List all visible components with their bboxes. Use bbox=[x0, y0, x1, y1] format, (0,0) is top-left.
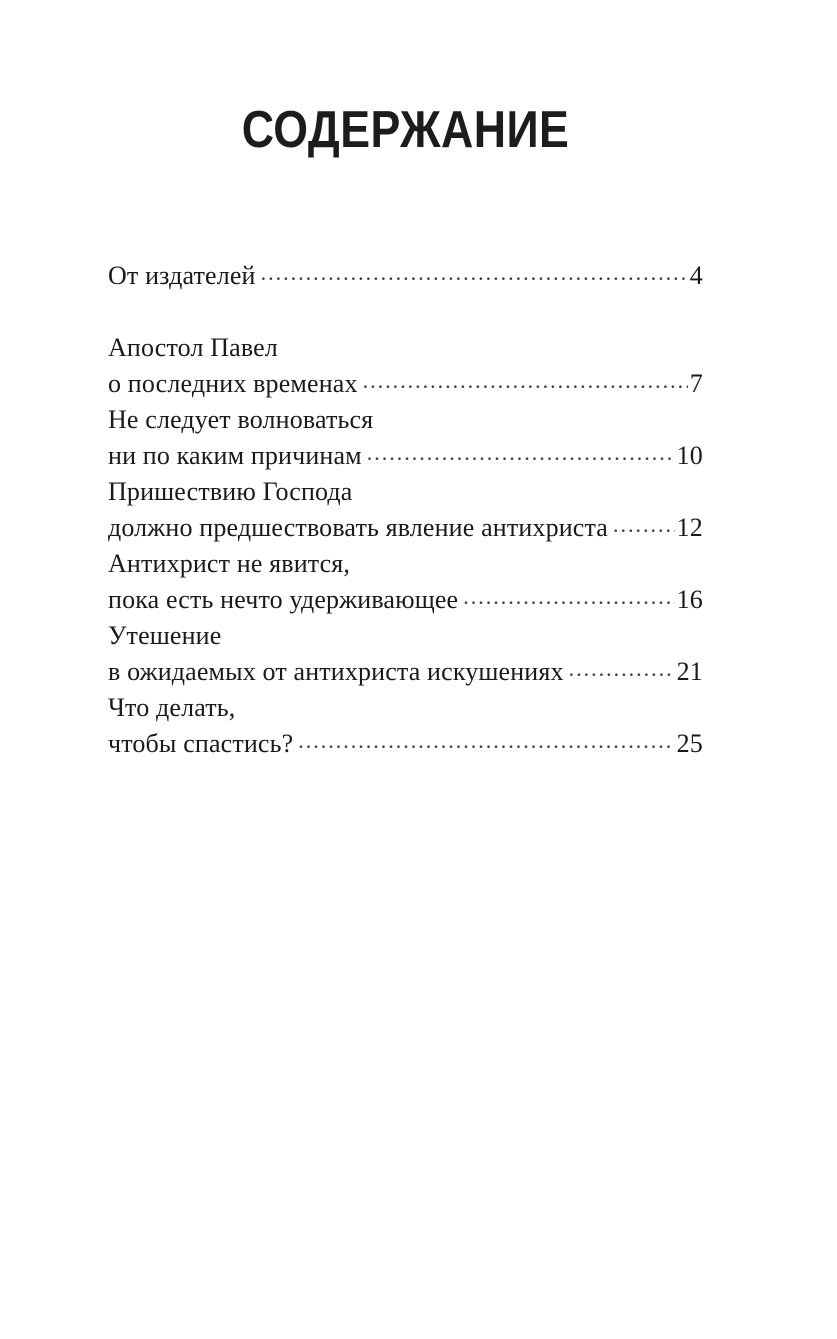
toc-entry-line bbox=[108, 330, 703, 366]
toc-group bbox=[108, 330, 703, 762]
dot-leader bbox=[298, 726, 674, 752]
dot-leader bbox=[367, 438, 675, 464]
toc-entry-label: ни по каким причинам bbox=[108, 441, 362, 470]
toc-entry[interactable] bbox=[108, 546, 703, 618]
toc-entry-label: Пришествию Господа bbox=[108, 477, 353, 506]
toc-entry-line-final bbox=[108, 582, 703, 618]
toc-entry-label: чтобы спастись? bbox=[108, 729, 294, 758]
dot-leader bbox=[363, 366, 688, 392]
dot-leader bbox=[261, 258, 688, 284]
toc-page-number: 7 bbox=[689, 369, 703, 398]
toc-entry-line-final bbox=[108, 438, 703, 474]
toc-entry-label: Антихрист не явится, bbox=[108, 549, 351, 578]
toc-entry[interactable] bbox=[108, 474, 703, 546]
toc-entry[interactable] bbox=[108, 258, 703, 294]
toc-entry-line-final bbox=[108, 366, 703, 402]
table-of-contents-list bbox=[108, 258, 703, 762]
dot-leader bbox=[463, 582, 674, 608]
toc-entry-line bbox=[108, 402, 703, 438]
toc-page-number: 10 bbox=[676, 441, 703, 470]
toc-entry-line bbox=[108, 474, 703, 510]
toc-entry-label: Апостол Павел bbox=[108, 333, 278, 362]
toc-page-number: 4 bbox=[689, 261, 703, 290]
toc-group bbox=[108, 258, 703, 294]
toc-entry-label: От издателей bbox=[108, 261, 256, 290]
toc-page-number: 12 bbox=[676, 513, 703, 542]
toc-entry-line bbox=[108, 546, 703, 582]
toc-page-number: 16 bbox=[676, 585, 703, 614]
toc-page-number: 21 bbox=[676, 657, 703, 686]
toc-entry-line bbox=[108, 618, 703, 654]
toc-entry-label: в ожидаемых от антихриста искушениях bbox=[108, 657, 564, 686]
toc-entry-line-final bbox=[108, 726, 703, 762]
toc-entry-line-final bbox=[108, 258, 703, 294]
toc-entry[interactable] bbox=[108, 618, 703, 690]
toc-entry-label: Утешение bbox=[108, 621, 222, 650]
toc-page-number: 25 bbox=[676, 729, 703, 758]
toc-entry-line bbox=[108, 690, 703, 726]
toc-entry-label: Что делать, bbox=[108, 693, 236, 722]
dot-leader bbox=[569, 654, 675, 680]
dot-leader bbox=[613, 510, 675, 536]
toc-entry-label: Не следует волноваться bbox=[108, 405, 374, 434]
toc-entry-label: пока есть нечто удерживающее bbox=[108, 585, 459, 614]
toc-entry-label: о последних временах bbox=[108, 369, 358, 398]
toc-entry[interactable] bbox=[108, 402, 703, 474]
toc-entry-label: должно предшествовать явление антихриста bbox=[108, 513, 608, 542]
toc-entry-line-final bbox=[108, 510, 703, 546]
toc-entry[interactable] bbox=[108, 690, 703, 762]
toc-entry-line-final bbox=[108, 654, 703, 690]
toc-entry[interactable] bbox=[108, 330, 703, 402]
page-title: СОДЕРЖАНИЕ bbox=[241, 101, 570, 159]
